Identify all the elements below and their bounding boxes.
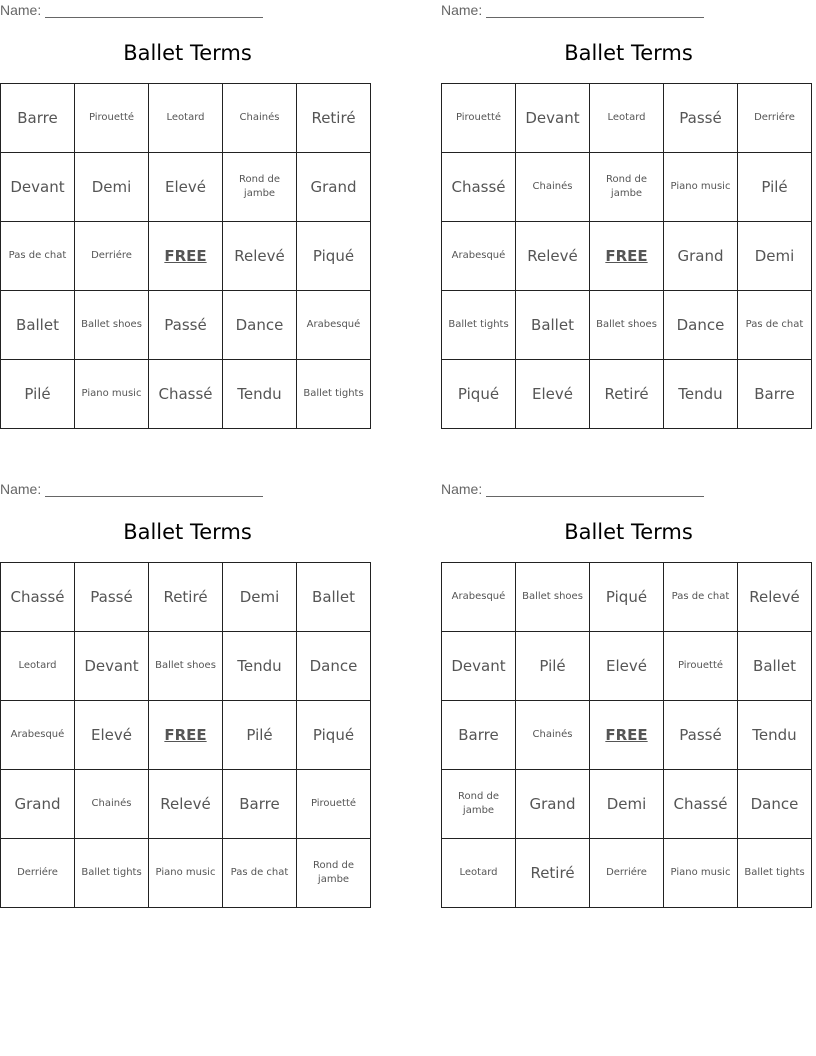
bingo-cell: Ballet shoes xyxy=(516,563,590,632)
bingo-cell: Derriére xyxy=(1,839,75,908)
bingo-cell: Retiré xyxy=(149,563,223,632)
bingo-cell: Relevé xyxy=(223,222,297,291)
name-field xyxy=(441,481,704,497)
bingo-cell: Demi xyxy=(75,153,149,222)
bingo-cell: Grand xyxy=(516,770,590,839)
bingo-cell: Passé xyxy=(664,701,738,770)
bingo-cell: Tendu xyxy=(223,632,297,701)
grid-row xyxy=(442,632,812,701)
bingo-cell: Pilé xyxy=(223,701,297,770)
bingo-cell: Devant xyxy=(1,153,75,222)
grid-row xyxy=(1,84,371,153)
grid-row xyxy=(1,701,371,770)
bingo-cell: Pirouetté xyxy=(442,84,516,153)
bingo-cell: Piqué xyxy=(590,563,664,632)
bingo-cell: Elevé xyxy=(75,701,149,770)
bingo-cell: Derriére xyxy=(738,84,812,153)
free-space-cell: FREE xyxy=(149,222,223,291)
bingo-cell: Pirouetté xyxy=(297,770,371,839)
grid-row xyxy=(1,153,371,222)
bingo-cell: Grand xyxy=(664,222,738,291)
bingo-cell: Piano music xyxy=(664,839,738,908)
bingo-cell: Retiré xyxy=(297,84,371,153)
bingo-cell: Ballet xyxy=(1,291,75,360)
grid-row xyxy=(442,291,812,360)
bingo-cell: Ballet shoes xyxy=(590,291,664,360)
bingo-cell: Chainés xyxy=(516,701,590,770)
bingo-cell: Chainés xyxy=(75,770,149,839)
bingo-cell: Barre xyxy=(442,701,516,770)
name-blank-line xyxy=(486,4,704,18)
bingo-cell: Chassé xyxy=(149,360,223,429)
bingo-cell: Passé xyxy=(149,291,223,360)
name-field xyxy=(0,2,263,18)
bingo-cell: Devant xyxy=(75,632,149,701)
bingo-cell: Barre xyxy=(1,84,75,153)
grid-row xyxy=(442,701,812,770)
bingo-grid xyxy=(0,562,371,908)
bingo-cell: Demi xyxy=(223,563,297,632)
bingo-cell: Dance xyxy=(664,291,738,360)
bingo-cell: Arabesqué xyxy=(442,222,516,291)
bingo-cell: Tendu xyxy=(664,360,738,429)
bingo-cell: Pilé xyxy=(516,632,590,701)
grid-row xyxy=(442,84,812,153)
grid-row xyxy=(442,153,812,222)
bingo-cell: Passé xyxy=(664,84,738,153)
name-blank-line xyxy=(486,483,704,497)
bingo-grid xyxy=(441,562,812,908)
bingo-cell: Pirouetté xyxy=(664,632,738,701)
bingo-cell: Piano music xyxy=(664,153,738,222)
bingo-cell: Ballet tights xyxy=(442,291,516,360)
bingo-cell: Rond de jambe xyxy=(297,839,371,908)
grid-row xyxy=(1,632,371,701)
bingo-cell: Arabesqué xyxy=(1,701,75,770)
bingo-cell: Ballet tights xyxy=(75,839,149,908)
bingo-cell: Elevé xyxy=(149,153,223,222)
bingo-cell: Grand xyxy=(1,770,75,839)
bingo-cell: Dance xyxy=(297,632,371,701)
bingo-cell: Derriére xyxy=(75,222,149,291)
bingo-cell: Rond de jambe xyxy=(442,770,516,839)
free-space-cell: FREE xyxy=(149,701,223,770)
bingo-cell: Pas de chat xyxy=(223,839,297,908)
bingo-cell: Relevé xyxy=(149,770,223,839)
bingo-cell: Demi xyxy=(738,222,812,291)
grid-row xyxy=(442,222,812,291)
bingo-cell: Chassé xyxy=(664,770,738,839)
bingo-cell: Devant xyxy=(442,632,516,701)
bingo-cell: Ballet tights xyxy=(738,839,812,908)
grid-row xyxy=(442,360,812,429)
bingo-cell: Ballet xyxy=(738,632,812,701)
free-space-cell: FREE xyxy=(590,222,664,291)
bingo-cell: Elevé xyxy=(516,360,590,429)
bingo-cell: Chassé xyxy=(442,153,516,222)
name-blank-line xyxy=(45,483,263,497)
card-title: Ballet Terms xyxy=(123,41,252,65)
card-title: Ballet Terms xyxy=(564,520,693,544)
grid-row xyxy=(442,839,812,908)
grid-row xyxy=(1,222,371,291)
bingo-cell: Elevé xyxy=(590,632,664,701)
bingo-cell: Rond de jambe xyxy=(223,153,297,222)
grid-row xyxy=(1,360,371,429)
bingo-cell: Ballet xyxy=(297,563,371,632)
free-space-cell: FREE xyxy=(590,701,664,770)
name-label: Name: xyxy=(441,2,483,18)
bingo-grid xyxy=(441,83,812,429)
bingo-cell: Leotard xyxy=(149,84,223,153)
bingo-cell: Demi xyxy=(590,770,664,839)
bingo-cell: Chassé xyxy=(1,563,75,632)
bingo-cell: Dance xyxy=(738,770,812,839)
bingo-cell: Tendu xyxy=(738,701,812,770)
bingo-cell: Pas de chat xyxy=(1,222,75,291)
bingo-cell: Piano music xyxy=(149,839,223,908)
bingo-cell: Barre xyxy=(223,770,297,839)
name-label: Name: xyxy=(441,481,483,497)
name-field xyxy=(0,481,263,497)
bingo-cell: Arabesqué xyxy=(297,291,371,360)
bingo-cell: Piqué xyxy=(297,222,371,291)
bingo-cell: Pas de chat xyxy=(738,291,812,360)
bingo-cell: Arabesqué xyxy=(442,563,516,632)
bingo-cell: Piano music xyxy=(75,360,149,429)
bingo-cell: Rond de jambe xyxy=(590,153,664,222)
name-field xyxy=(441,2,704,18)
bingo-cell: Ballet shoes xyxy=(149,632,223,701)
bingo-cell: Pilé xyxy=(1,360,75,429)
bingo-cell: Leotard xyxy=(590,84,664,153)
name-label: Name: xyxy=(0,2,42,18)
bingo-cell: Ballet xyxy=(516,291,590,360)
bingo-cell: Passé xyxy=(75,563,149,632)
bingo-cell: Piqué xyxy=(297,701,371,770)
bingo-cell: Dance xyxy=(223,291,297,360)
bingo-cell: Chainés xyxy=(223,84,297,153)
bingo-cell: Relevé xyxy=(738,563,812,632)
bingo-cell: Chainés xyxy=(516,153,590,222)
bingo-cell: Pilé xyxy=(738,153,812,222)
grid-row xyxy=(442,563,812,632)
bingo-cell: Retiré xyxy=(516,839,590,908)
bingo-cell: Piqué xyxy=(442,360,516,429)
bingo-cell: Barre xyxy=(738,360,812,429)
bingo-grid xyxy=(0,83,371,429)
bingo-cell: Ballet tights xyxy=(297,360,371,429)
grid-row xyxy=(1,291,371,360)
grid-row xyxy=(1,770,371,839)
bingo-cell: Pirouetté xyxy=(75,84,149,153)
bingo-cell: Leotard xyxy=(442,839,516,908)
bingo-cell: Retiré xyxy=(590,360,664,429)
card-title: Ballet Terms xyxy=(123,520,252,544)
bingo-cell: Ballet shoes xyxy=(75,291,149,360)
grid-row xyxy=(1,839,371,908)
bingo-cell: Grand xyxy=(297,153,371,222)
bingo-cell: Derriére xyxy=(590,839,664,908)
bingo-cell: Pas de chat xyxy=(664,563,738,632)
bingo-cell: Tendu xyxy=(223,360,297,429)
bingo-cell: Relevé xyxy=(516,222,590,291)
grid-row xyxy=(1,563,371,632)
card-title: Ballet Terms xyxy=(564,41,693,65)
grid-row xyxy=(442,770,812,839)
name-blank-line xyxy=(45,4,263,18)
bingo-cell: Leotard xyxy=(1,632,75,701)
bingo-cell: Devant xyxy=(516,84,590,153)
name-label: Name: xyxy=(0,481,42,497)
